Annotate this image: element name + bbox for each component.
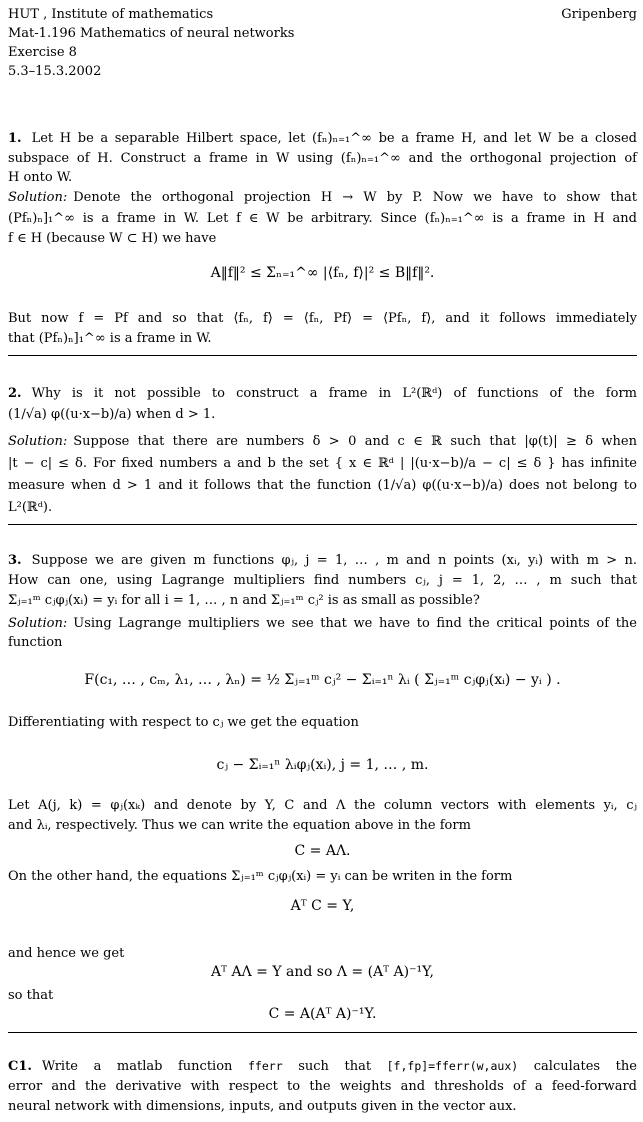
problem-c1-text-c: calculates the xyxy=(533,1059,637,1074)
problem-2-line-1 xyxy=(8,385,637,402)
header-institute: HUT , Institute of mathematics xyxy=(8,7,214,22)
solution-1-line-1 xyxy=(8,189,637,206)
problem-2-line-2: (1/√a) φ((u·x−b)/a) when d > 1. xyxy=(8,407,216,422)
solution-3-line-5: and λᵢ, respectively. Thus we can write the equation above in the form xyxy=(8,818,471,833)
solution-1-text: Denote the orthogonal projection H → W by P. Now we have to show that xyxy=(73,190,637,205)
header-exercise: Exercise 8 xyxy=(8,45,77,60)
solution-3-equation-2: cⱼ − Σᵢ₌₁ⁿ λᵢφⱼ(xᵢ), j = 1, … , m. xyxy=(216,757,429,773)
problem-3-line-3: Σⱼ₌₁ᵐ cⱼφⱼ(xᵢ) = yᵢ for all i = 1, … , n and Σⱼ₌₁ᵐ cⱼ² is as small as possible? xyxy=(8,593,480,608)
problem-3-line-1 xyxy=(8,552,637,569)
solution-3-equation-5: Aᵀ AΛ = Y and so Λ = (Aᵀ A)⁻¹Y, xyxy=(211,964,434,980)
problem-1-number: 1. xyxy=(8,131,22,146)
header-author: Gripenberg xyxy=(561,7,637,22)
solution-3-equation-4: Aᵀ C = Y, xyxy=(290,898,355,914)
solution-3-equation-1: F(c₁, … , cₘ, λ₁, … , λₙ) = ½ Σⱼ₌₁ᵐ cⱼ² − Σᵢ₌₁ⁿ λᵢ ( Σⱼ₌₁ᵐ cⱼφⱼ(xᵢ) − yᵢ ) . xyxy=(84,672,561,688)
divider xyxy=(8,524,637,525)
solution-1-line-5: that (Pfₙ)ₙ]₁^∞ is a frame in W. xyxy=(8,331,212,346)
problem-2-text: Why is it not possible to construct a frame in L²(ℝᵈ) of functions of the form xyxy=(31,386,637,401)
solution-3-line-2: function xyxy=(8,635,63,650)
solution-3-line-6: On the other hand, the equations Σⱼ₌₁ᵐ cⱼφⱼ(xᵢ) = yᵢ can be writen in the form xyxy=(8,869,513,884)
solution-3-label: Solution: xyxy=(8,616,68,631)
solution-3-line-7: and hence we get xyxy=(8,946,125,961)
solution-3-line-8: so that xyxy=(8,988,54,1003)
solution-3-text: Using Lagrange multipliers we see that we have to find the critical points of the xyxy=(73,616,637,631)
solution-2-line-4: L²(ℝᵈ). xyxy=(8,500,53,515)
solution-1-label: Solution: xyxy=(8,190,68,205)
problem-c1-line-2: error and the derivative with respect to the weights and thresholds of a feed-forward xyxy=(8,1079,637,1094)
problem-2-number: 2. xyxy=(8,386,22,401)
solution-2-line-3: measure when d > 1 and it follows that the function (1/√a) φ((u·x−b)/a) does not belong to xyxy=(8,478,637,493)
solution-2-line-1 xyxy=(8,433,637,450)
solution-1-line-4: But now f = Pf and so that ⟨fₙ, f⟩ = ⟨fₙ, Pf⟩ = ⟨Pfₙ, f⟩, and it follows immediately xyxy=(8,311,637,326)
header-dates: 5.3–15.3.2002 xyxy=(8,64,102,79)
divider xyxy=(8,355,637,356)
problem-1-line-3: H onto W. xyxy=(8,170,73,185)
solution-3-line-3: Differentiating with respect to cⱼ we get the equation xyxy=(8,715,359,730)
problem-3-line-2: How can one, using Lagrange multipliers find numbers cⱼ, j = 1, 2, … , m such that xyxy=(8,573,637,588)
solution-3-equation-6: C = A(Aᵀ A)⁻¹Y. xyxy=(268,1006,377,1022)
problem-c1-number: C1. xyxy=(8,1059,32,1074)
solution-2-line-2: |t − c| ≤ δ. For fixed numbers a and b the set { x ∈ ℝᵈ | |(u·x−b)/a − c| ≤ δ } has infinite xyxy=(8,456,637,471)
code-fferr: fferr xyxy=(248,1059,283,1073)
solution-1-equation: A‖f‖² ≤ Σₙ₌₁^∞ |⟨fₙ, f⟩|² ≤ B‖f‖². xyxy=(210,265,435,281)
problem-c1-text-a: Write a matlab function xyxy=(41,1059,233,1074)
solution-3-line-1 xyxy=(8,615,637,632)
solution-3-equation-3: C = AΛ. xyxy=(294,843,351,859)
problem-c1-text-b: such that xyxy=(298,1059,372,1074)
problem-c1-line-3: neural network with dimensions, inputs, and outputs given in the vector aux. xyxy=(8,1099,517,1114)
divider xyxy=(8,1032,637,1033)
problem-1-line-1 xyxy=(8,130,637,147)
solution-1-line-2: (Pfₙ)ₙ]₁^∞ is a frame in W. Let f ∈ W be arbitrary. Since (fₙ)ₙ₌₁^∞ is a frame in H and xyxy=(8,211,637,226)
problem-1-line-2: subspace of H. Construct a frame in W using (fₙ)ₙ₌₁^∞ and the orthogonal projection of xyxy=(8,151,637,166)
solution-1-line-3: f ∈ H (because W ⊂ H) we have xyxy=(8,231,217,246)
solution-2-label: Solution: xyxy=(8,434,68,449)
problem-1-text: Let H be a separable Hilbert space, let (fₙ)ₙ₌₁^∞ be a frame H, and let W be a closed xyxy=(31,131,637,146)
solution-3-line-4: Let A(j, k) = φⱼ(xₖ) and denote by Y, C and Λ the column vectors with elements yᵢ, cⱼ xyxy=(8,798,637,813)
solution-2-text: Suppose that there are numbers δ > 0 and c ∈ ℝ such that |φ(t)| ≥ δ when xyxy=(73,434,637,449)
header-course: Mat-1.196 Mathematics of neural networks xyxy=(8,26,295,41)
problem-3-text: Suppose we are given m functions φⱼ, j = 1, … , m and n points (xᵢ, yᵢ) with m > n. xyxy=(31,553,637,568)
problem-3-number: 3. xyxy=(8,553,22,568)
problem-c1-line-1 xyxy=(8,1058,637,1075)
code-call: [f,fp]=fferr(w,aux) xyxy=(386,1059,519,1073)
